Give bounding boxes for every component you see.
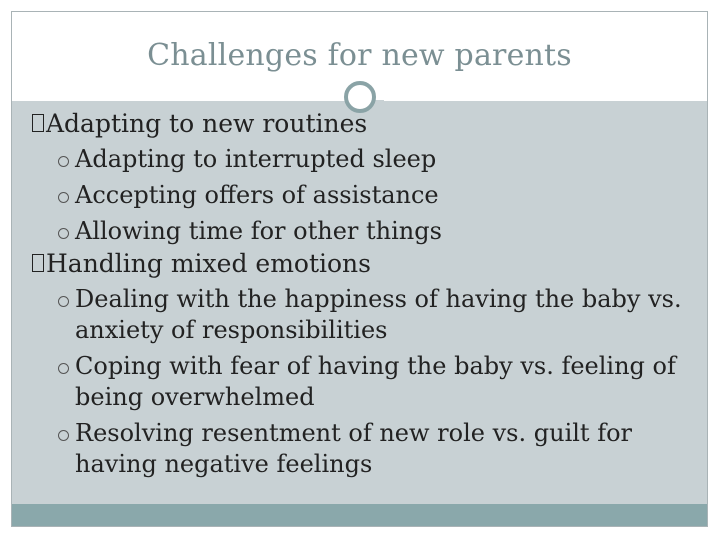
bullet-text: Adapting to new routines bbox=[46, 109, 368, 138]
sub-bullet-resolving-resentment bbox=[12, 418, 707, 480]
circle-bullet-icon bbox=[58, 430, 69, 441]
circle-bullet-icon bbox=[58, 192, 69, 203]
sub-bullet-text: Allowing time for other things bbox=[75, 217, 442, 245]
slide-title: Challenges for new parents bbox=[147, 38, 572, 73]
slide bbox=[11, 11, 708, 527]
title-divider-left bbox=[12, 100, 346, 101]
title-divider-right bbox=[384, 100, 707, 101]
sub-bullet-coping-fear bbox=[12, 351, 707, 413]
sub-bullet-text: Resolving resentment of new role vs. guilt for having negative feelings bbox=[75, 419, 632, 478]
sub-bullet-allowing-time bbox=[12, 216, 707, 247]
square-bullet-icon bbox=[32, 254, 44, 272]
sub-bullet-interrupted-sleep bbox=[12, 144, 707, 175]
bullet-adapting-routines bbox=[12, 109, 707, 139]
sub-bullet-text: Accepting offers of assistance bbox=[75, 181, 439, 209]
circle-bullet-icon bbox=[58, 156, 69, 167]
bullet-text: Handling mixed emotions bbox=[46, 249, 371, 278]
circle-bullet-icon bbox=[58, 228, 69, 239]
slide-content bbox=[12, 107, 707, 480]
sub-bullet-text: Adapting to interrupted sleep bbox=[75, 145, 437, 173]
circle-bullet-icon bbox=[58, 363, 69, 374]
sub-bullet-accepting-assistance bbox=[12, 180, 707, 211]
sub-bullet-dealing-happiness bbox=[12, 284, 707, 346]
bullet-mixed-emotions bbox=[12, 249, 707, 279]
square-bullet-icon bbox=[32, 114, 44, 132]
sub-bullet-text: Coping with fear of having the baby vs. feeling of being overwhelmed bbox=[75, 352, 676, 411]
sub-bullet-text: Dealing with the happiness of having the baby vs. anxiety of responsibilities bbox=[75, 285, 682, 344]
circle-bullet-icon bbox=[58, 296, 69, 307]
footer-band bbox=[12, 504, 707, 526]
